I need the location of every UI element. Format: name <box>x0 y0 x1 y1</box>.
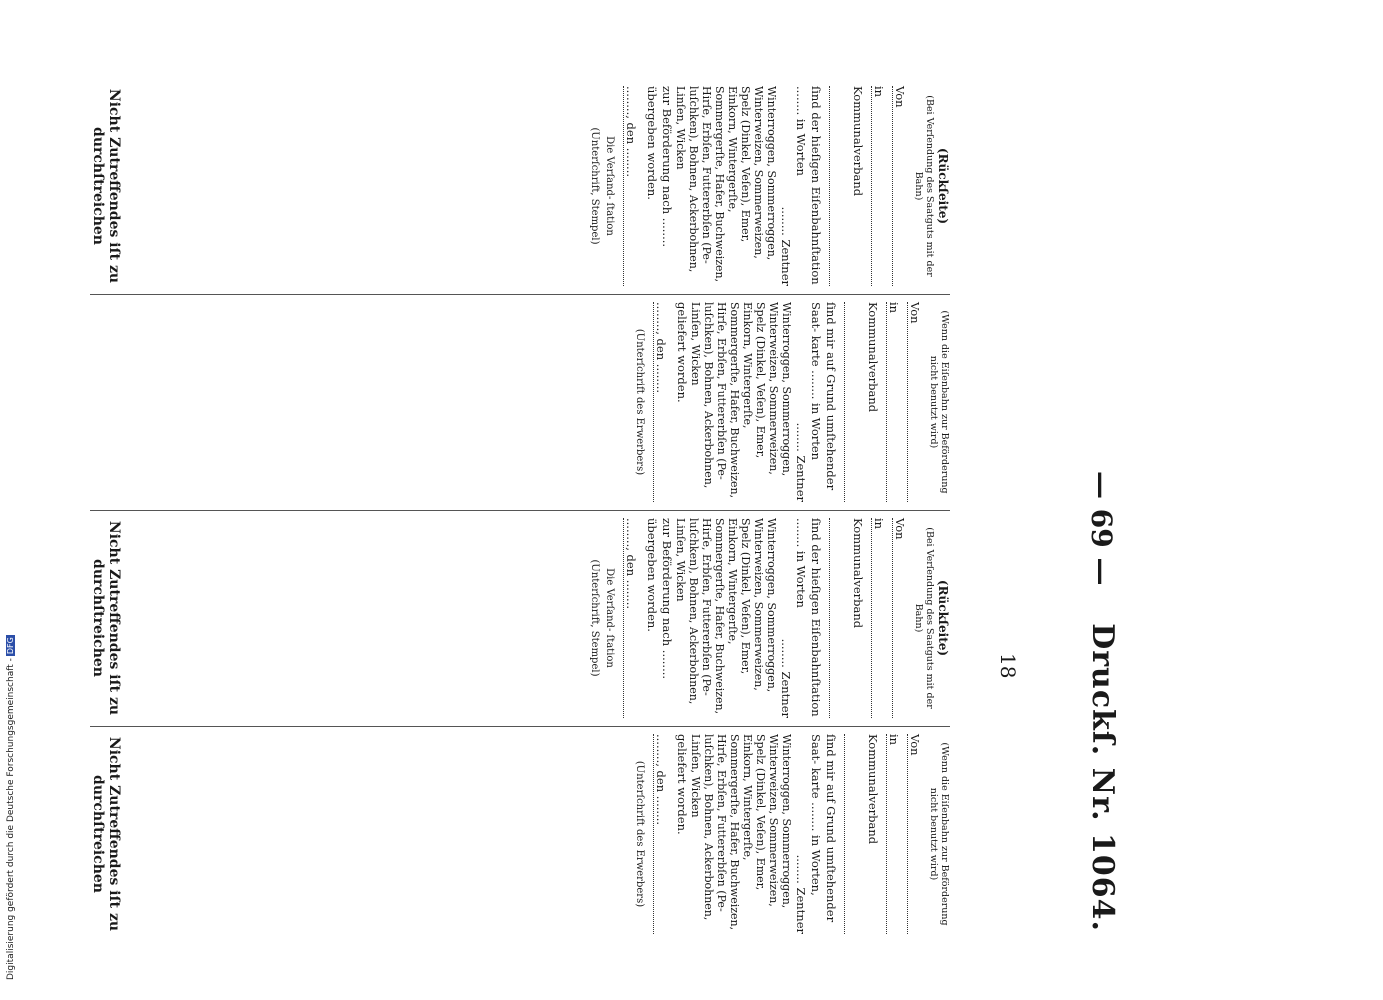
transfer-text: zur Beförderung nach ........ übergeben worden. <box>645 86 674 248</box>
grain-list: Winterroggen, Sommerroggen, Winterweizen, Sommerweizen, Spelz (Dinkel, Veſen), Emer, Einkorn, Wintergerſte, Sommergerſte, Hafer, Buchweizen, Hirſe, Erbſen, Futtererbſen (Pe- luſchken), Bohnen, Ackerbohnen, Linſen, Wicken <box>674 86 778 283</box>
rail-note: (Bei Verſendung des Saatguts mit der Bahn) <box>913 527 935 709</box>
buyer-signature-label: (Unterſchrift des Erwerbers) <box>634 328 645 476</box>
ruckseite-label: (Rückſeite) <box>936 147 950 225</box>
von-line: Von <box>892 86 907 286</box>
date-line: ........, den ........ <box>623 86 638 286</box>
signature-stamp-label: (Unterſchrift, Stempel) <box>589 559 600 677</box>
digitization-note: Digitalisierung gefördert durch die Deutsche Forschungsgemeinschaft -DFG <box>6 637 16 980</box>
von-line: Von <box>907 302 922 502</box>
page-header <box>970 78 1120 942</box>
form-pair-2-right <box>90 726 950 942</box>
seedcard-text: ſind mir auf Grund umſtehender Saat- karte ........ in Worten <box>809 302 838 491</box>
form-pair-1-right <box>90 294 950 511</box>
strike-note: Nicht Zutreffendes iſt zu durchſtreichen <box>90 520 122 716</box>
blank-line <box>844 734 859 934</box>
grain-list: Winterroggen, Sommerroggen, Winterweizen, Sommerweizen, Spelz (Dinkel, Veſen), Emer, Einkorn, Wintergerſte, Sommergerſte, Hafer, Buchweizen, Hirſe, Erbſen, Futtererbſen (Pe- luſchken), Bohnen, Ackerbohnen, Linſen, Wicken <box>689 734 793 931</box>
document-title: Druckſ. Nr. 1064. <box>1085 623 1120 932</box>
form-rail-half <box>587 510 950 726</box>
von-line: Von <box>892 518 907 718</box>
date-line: ........, den ........ <box>653 734 668 934</box>
seedcard-text: ſind mir auf Grund umſtehender Saat- karte ........ in Worten, <box>809 734 838 923</box>
ruckseite-label: (Rückſeite) <box>936 579 950 657</box>
form-blocks <box>80 78 950 942</box>
transfer-text: zur Beförderung nach ........ übergeben worden. <box>645 518 674 680</box>
page-number: — 69 — <box>1085 471 1118 586</box>
form-rail-half <box>587 78 950 294</box>
form-nonrail-half <box>632 726 950 942</box>
shipping-station-title: Die Verſand- ſtation <box>604 136 615 236</box>
kommunalverband-label: Kommunalverband <box>866 302 880 413</box>
blank-line <box>829 86 844 286</box>
kommunalverband-label: Kommunalverband <box>866 734 880 845</box>
shipping-station-title: Die Verſand- ſtation <box>604 568 615 668</box>
dfg-logo: DFG <box>6 637 15 655</box>
nonrail-note: (Wenn die Eiſenbahn zur Beförderung nicht benutzt wird) <box>928 742 950 926</box>
footer-number: 18 <box>996 653 1020 679</box>
form-pair-2 <box>90 510 950 727</box>
grain-list: Winterroggen, Sommerroggen, Winterweizen, Sommerweizen, Spelz (Dinkel, Veſen), Emer, Einkorn, Wintergerſte, Sommergerſte, Hafer, Buchweizen, Hirſe, Erbſen, Futtererbſen (Pe- luſchken), Bohnen, Ackerbohnen, Linſen, Wicken <box>689 302 793 499</box>
blank-line <box>844 302 859 502</box>
kommunalverband-label: Kommunalverband <box>851 86 865 197</box>
signature-stamp-label: (Unterſchrift, Stempel) <box>589 127 600 245</box>
zentner-label: ........ Zentner <box>779 638 793 718</box>
kommunalverband-label: Kommunalverband <box>851 518 865 629</box>
blank-line <box>829 518 844 718</box>
rotated-page <box>80 78 1120 942</box>
in-line: in <box>871 86 886 286</box>
delivered-text: geliefert worden. <box>675 302 689 403</box>
station-text: ſind der hieſigen Eiſenbahnſtation ........ in Worten <box>794 518 823 717</box>
grain-list: Winterroggen, Sommerroggen, Winterweizen, Sommerweizen, Spelz (Dinkel, Veſen), Emer, Einkorn, Wintergerſte, Sommergerſte, Hafer, Buchweizen, Hirſe, Erbſen, Futtererbſen (Pe- luſchken), Bohnen, Ackerbohnen, Linſen, Wicken <box>674 518 778 715</box>
rail-note: (Bei Verſendung des Saatguts mit der Bahn) <box>913 95 935 277</box>
strike-note: Nicht Zutreffendes iſt zu durchſtreichen <box>90 88 122 284</box>
station-text: ſind der hieſigen Eiſenbahnſtation ........ in Worten <box>794 86 823 285</box>
zentner-label: ........ Zentner <box>794 422 808 502</box>
date-line: ........, den ........ <box>653 302 668 502</box>
zentner-label: ........ Zentner <box>779 206 793 286</box>
buyer-signature-label: (Unterſchrift des Erwerbers) <box>634 760 645 908</box>
in-line: in <box>871 518 886 718</box>
date-line: ........, den ........ <box>623 518 638 718</box>
in-line: in <box>886 734 901 934</box>
delivered-text: geliefert worden. <box>675 734 689 835</box>
form-nonrail-half <box>632 294 950 510</box>
form-pair-1 <box>90 78 950 295</box>
strike-note: Nicht Zutreffendes iſt zu durchſtreichen <box>90 736 122 932</box>
zentner-label: ........ Zentner <box>794 854 808 934</box>
von-line: Von <box>907 734 922 934</box>
in-line: in <box>886 302 901 502</box>
nonrail-note: (Wenn die Eiſenbahn zur Beförderung nicht benutzt wird) <box>928 310 950 494</box>
